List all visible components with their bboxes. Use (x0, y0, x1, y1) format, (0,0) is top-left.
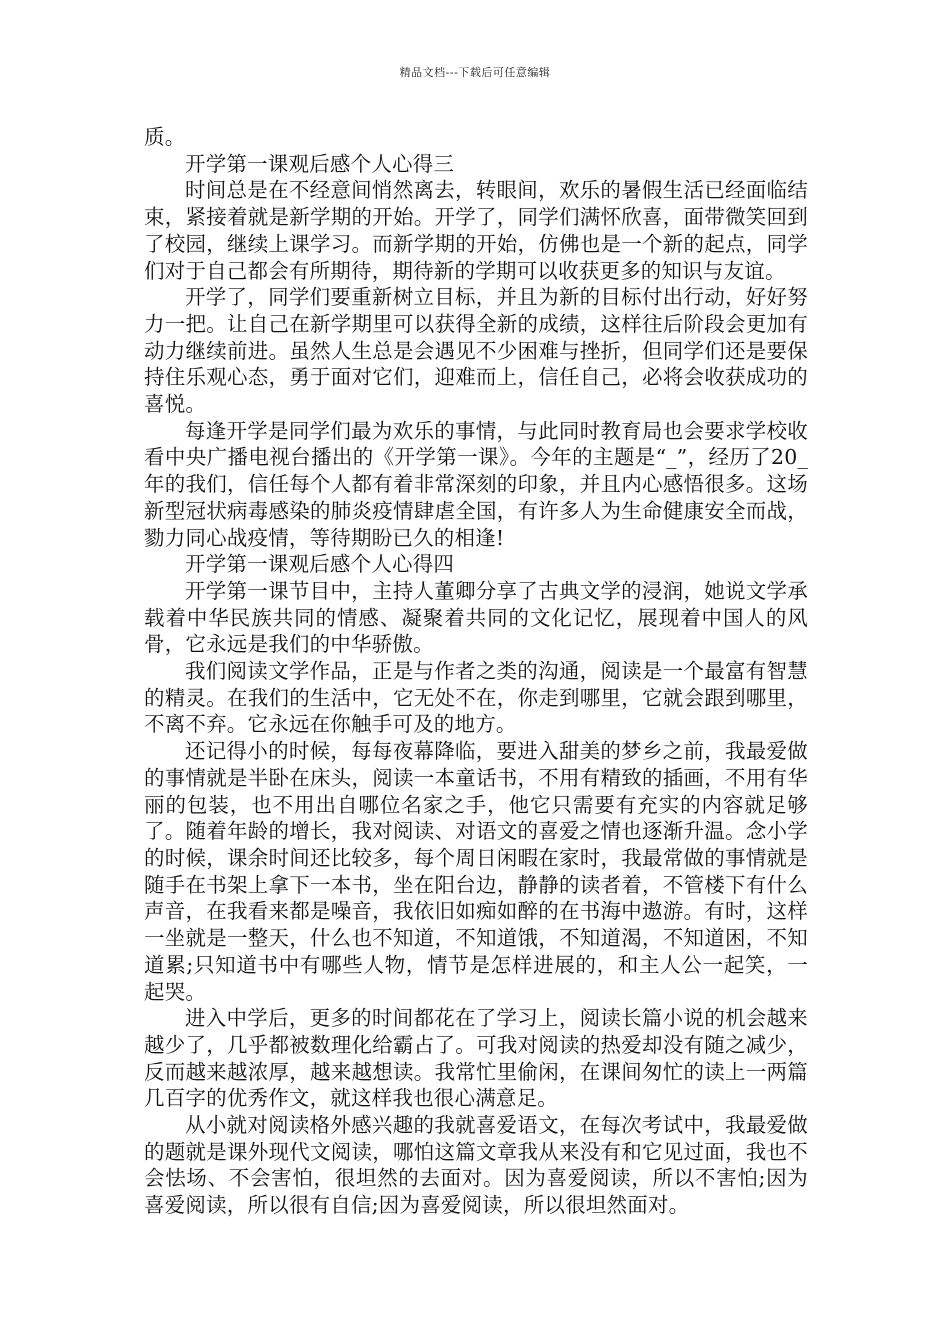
paragraph: 每逢开学是同学们最为欢乐的事情，与此同时教育局也会要求学校收看中央广播电视台播出的《开学第一课》。今年的主题是“_”，经历了20_年的我们，信任每个人都有着非常深刻的印象，并且内心感悟很多。这场新型冠状病毒感染的肺炎疫情肆虐全国，有许多人为生命健康安全而战，勠力同心战疫情，等待期盼已久的相逢! (144, 418, 808, 550)
paragraph: 时间总是在不经意间悄然离去，转眼间，欢乐的暑假生活已经面临结束，紧接着就是新学期的开始。开学了，同学们满怀欣喜，面带微笑回到了校园，继续上课学习。而新学期的开始，仿佛也是一个新的起点，同学们对于自己都会有所期待，期待新的学期可以收获更多的知识与友谊。 (144, 178, 808, 283)
paragraph: 进入中学后，更多的时间都花在了学习上，阅读长篇小说的机会越来越少了，几乎都被数理化给霸占了。可我对阅读的热爱却没有随之减少，反而越来越浓厚，越来越想读。我常忙里偷闲，在课间匆忙的读上一两篇几百字的优秀作文，就这样我也很心满意足。 (144, 1006, 808, 1111)
section-heading: 开学第一课观后感个人心得三 (185, 151, 455, 176)
document-body (144, 124, 808, 1219)
paragraph: 我们阅读文学作品，正是与作者之类的沟通，阅读是一个最富有智慧的精灵。在我们的生活中，它无处不在，你走到哪里，它就会跟到哪里，不离不弃。它永远在你触手可及的地方。 (144, 659, 808, 737)
section-heading: 开学第一课观后感个人心得四 (185, 552, 455, 577)
page-header: 精品文档---下载后可任意编辑 (399, 66, 551, 79)
paragraph: 从小就对阅读格外感兴趣的我就喜爱语文，在每次考试中，我最爱做的题就是课外现代文阅读，哪怕这篇文章我从来没有和它见过面，我也不会怯场、不会害怕，很坦然的去面对。因为喜爱阅读，所以不害怕;因为喜爱阅读，所以很有自信;因为喜爱阅读，所以很坦然面对。 (144, 1113, 808, 1218)
paragraph: 开学第一课节目中，主持人董卿分享了古典文学的浸润，她说文学承载着中华民族共同的情感、凝聚着共同的文化记忆，展现着中国人的风骨，它永远是我们的中华骄傲。 (144, 578, 808, 657)
paragraph: 质。 (144, 125, 186, 149)
paragraph: 开学了，同学们要重新树立目标，并且为新的目标付出行动，好好努力一把。让自己在新学期里可以获得全新的成绩，这样往后阶段会更加有动力继续前进。虽然人生总是会遇见不少困难与挫折，但同学们还是要保持住乐观心态，勇于面对它们，迎难而上，信任自己，必将会收获成功的喜悦。 (144, 285, 808, 417)
paragraph: 还记得小的时候，每每夜幕降临，要进入甜美的梦乡之前，我最爱做的事情就是半卧在床头，阅读一本童话书，不用有精致的插画，不用有华丽的包装，也不用出自哪位名家之手，他它只需要有充实的内容就足够了。随着年龄的增长，我对阅读、对语文的喜爱之情也逐渐升温。念小学的时候，课余时间还比较多，每个周日闲暇在家时，我最常做的事情就是随手在书架上拿下一本书，坐在阳台边，静静的读者着，不管楼下有什么声音，在我看来都是噪音，我依旧如痴如醉的在书海中遨游。有时，这样一坐就是一整天，什么也不知道，不知道饿，不知道渴，不知道困，不知道累;只知道书中有哪些人物，情节是怎样进展的，和主人公一起笑，一起哭。 (144, 739, 808, 1004)
